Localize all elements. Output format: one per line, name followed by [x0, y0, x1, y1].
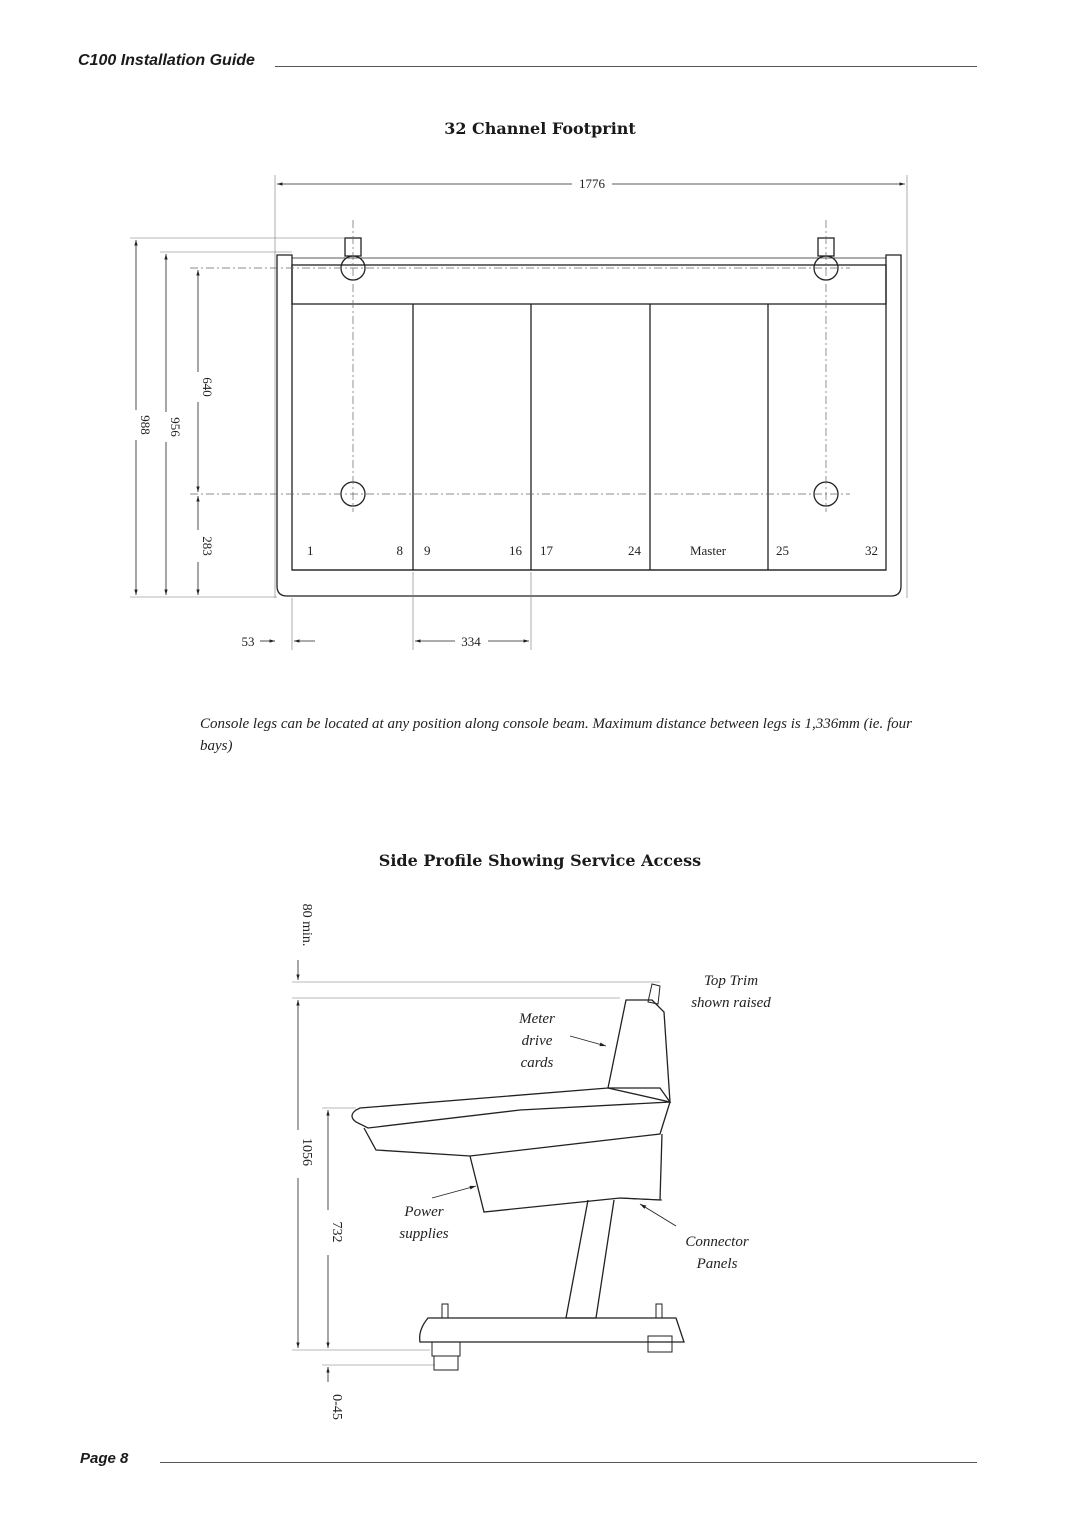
dim-height: 1056 — [299, 1138, 314, 1166]
dim-leg-spacing: 640 — [200, 377, 215, 397]
dim-depth-overall: 988 — [138, 415, 153, 435]
label-meter-3: cards — [520, 1055, 554, 1071]
label-connector-2: Panels — [696, 1256, 738, 1272]
label-top-trim-2: shown raised — [691, 995, 771, 1011]
footprint-title: 32 Channel Footprint — [444, 119, 636, 138]
bay-2-start: 9 — [424, 543, 431, 558]
footprint-diagram — [130, 175, 907, 650]
footer-rule — [160, 1462, 977, 1463]
profile-title: Side Profile Showing Service Access — [378, 851, 702, 870]
label-meter-2: drive — [521, 1033, 553, 1049]
dim-width: 1776 — [579, 176, 605, 191]
bay-labels — [307, 543, 878, 558]
bay-1-end: 8 — [396, 543, 403, 558]
page-number: Page 8 — [80, 1450, 129, 1467]
dim-front-offset: 283 — [200, 536, 215, 556]
header-title: C100 Installation Guide — [78, 52, 255, 69]
dim-bay-width: 334 — [461, 634, 481, 649]
bay-3-start: 17 — [540, 543, 553, 558]
label-meter-1: Meter — [519, 1011, 555, 1027]
bay-5-start: 25 — [776, 543, 789, 558]
bay-master: Master — [689, 543, 727, 558]
label-power-1: Power — [404, 1204, 444, 1220]
bay-3-end: 24 — [628, 543, 641, 558]
dim-desk-height: 732 — [329, 1221, 344, 1243]
bay-5-end: 32 — [865, 543, 878, 558]
dim-depth-frame: 956 — [168, 417, 183, 437]
side-profile-diagram — [292, 960, 684, 1382]
dim-foot-adjust: 0-45 — [329, 1394, 344, 1420]
dim-side-offset: 53 — [241, 634, 255, 649]
bay-2-end: 16 — [509, 543, 522, 558]
bay-1-start: 1 — [307, 543, 314, 558]
label-power-2: supplies — [399, 1226, 449, 1242]
label-connector-1: Connector — [685, 1234, 749, 1250]
dim-clearance: 80 min. — [299, 903, 314, 947]
label-top-trim-1: Top Trim — [703, 973, 759, 989]
footprint-caption: Console legs can be located at any position along console beam. Maximum distance between legs is 1,336mm (ie. four bays) — [200, 716, 912, 754]
